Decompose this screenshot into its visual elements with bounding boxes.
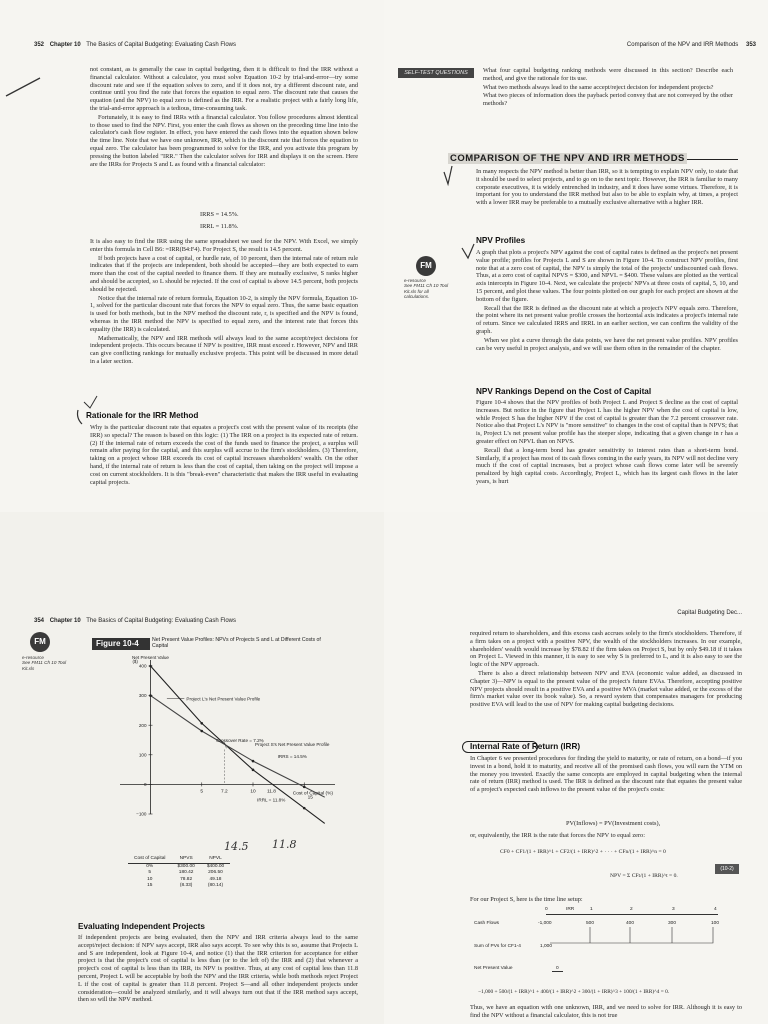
row-label: Cash Flows [474, 921, 500, 926]
table-cell: (8.33) [179, 883, 193, 889]
chapter-title: The Basics of Capital Budgeting: Evaluating Cash Flows [86, 618, 237, 624]
project-s-point [200, 730, 203, 733]
fm-logo-icon: FM [416, 256, 436, 276]
annotation: IRRL = 11.8% [257, 797, 286, 803]
column-header: NPVS [171, 856, 200, 863]
annotation: Crossover Rate = 7.2% [216, 738, 264, 743]
paragraph: A graph that plots a project's NPV against the cost of capital rates is defined as the project's net present value profile; profiles for Projects L and S are shown in Figure 10-4. To construct NPV profiles, first note that at a zero cost of capital, the NPV is simply the total of the projects' undiscounted cash flows. Thus, at a zero cost of capital NPVS = $300, and NPVL = $400. These values are plotted as the vertical axis intercepts in Figure 10-4. Next, we calculate the projects' NPVs at three costs of capital, 5, 10, and 15 percent, and plot these values. The four points plotted on our graph for each project are shown at the bottom of the figure. [476, 249, 738, 303]
project-s-point [149, 694, 152, 697]
column-header: Cost of Capital [128, 856, 171, 863]
y-tick-label: 400 [138, 663, 147, 669]
paragraph: Why is the particular discount rate that equates a project's cost with the present value of its receipts (the IRR) so special? The reason is based on this logic: (1) The IRR on a project is its expected rate of return. (2) If the internal rate of return exceeds the cost of the funds used to finance the project, a surplus will remain after paying for the capital, and this surplus will accrue to the firm's stockholders. (3) Therefore, taking on a project whose IRR exceeds its cost of capital increases shareholders' wealth. On the other hand, if the internal rate of return is less than the cost of capital, then taking on the project will impose a cost on current stockholders. It is this "break-even" characteristic that makes the IRR useful in evaluating capital projects. [90, 424, 358, 486]
page-number: 353 [745, 42, 756, 48]
section-heading: Evaluating Independent Projects [78, 922, 205, 931]
x-mark-label: 11.8 [266, 789, 276, 795]
table-cell: $400.00 [206, 863, 225, 869]
x-tick-label: 15 [307, 795, 313, 801]
paragraph: not constant, as is generally the case in capital budgeting, then it is difficult to find the IRR without a financial calculator. Without a calculator, you must solve Equation 10-2 by trial-and-error—try some discount rate and see if the equation solves to zero, and if it does not, try a different discount rate, and continue until you find the rate that forces the equation to equal zero. The discount rate that causes the equation (and the NPV) to equal zero is defined as the IRR. For a realistic project with a fairly long life, the trial-and-error approach is a tedious, time-consuming task. [90, 66, 358, 112]
e-resource-label: e-resource [404, 278, 426, 283]
table-cell: 206.50 [208, 870, 223, 876]
npv-profile-chart [90, 654, 350, 830]
cash-flow: 400 [626, 921, 635, 926]
table-cell: 49.18 [209, 876, 222, 882]
x-mark-label: 7.2 [220, 789, 228, 795]
paragraph: There is also a direct relationship between NPV and EVA (economic value added, as discussed in Chapter 3)—NPV is equal to the present value of the project's future EVAs. Therefore, accepting positive NPV projects should result in a positive EVA and a positive MVA (market value added, or the excess of the firm's market value over its book value). So, a reward system that compensates managers for producing positive EVA will lead to the use of NPV for making capital budgeting decisions. [470, 669, 742, 709]
chapter-title: The Basics of Capital Budgeting: Evaluating Cash Flows [86, 42, 237, 48]
fm-logo-icon: FM [30, 632, 50, 652]
paragraph: Notice that the internal rate of return formula, Equation 10-2, is simply the NPV formula, Equation 10-1, solved for the particular discount rate that forces the NPV to equal zero. Thus, the same basic equation is used for both methods, but in the NPV method the discount rate, r, is specified and the NPV is found, whereas in the IRR method the NPV is specified to equal zero, and the interest rate that forces this equality (the IRR) is calculated. [90, 294, 358, 333]
chapter-label: Chapter 10 [49, 618, 81, 624]
section-title: Comparison of the NPV and IRR Methods [626, 42, 739, 48]
x-axis-label: Cost of Capital (%) [292, 791, 333, 797]
paragraph: If both projects have a cost of capital, or hurdle rate, of 10 percent, then the internal rate of return rule indicates that if the projects are independent, both should be accepted—they are both expected to earn more than the cost of the capital needed to finance them. If they are mutually exclusive, S ranks higher and should be accepted, so L should be rejected. If the cost of capital is above 14.5 percent, both projects should be rejected. [90, 254, 358, 293]
row-label: Sum of PVs for CF1-4 [474, 944, 521, 949]
x-tick-label: 10 [250, 789, 256, 795]
paragraph: Fortunately, it is easy to find IRRs with a financial calculator. You follow procedures almost identical to those used to find the NPV. First, you enter the cash flows as shown on the preceding time line into the calculator's cash flow register. In effect, you have entered the cash flows into the equation shown below the time line. Note that we have one unknown, IRR, which is the discount rate that forces the equation to equal zero. The calculator has been programmed to solve for the IRR, and you activate this program by pressing the button labeled "IRR." Then the calculator solves for IRR and displays it on the screen. Here are the IRRs for Projects S and L as found with a financial calculator: [90, 113, 358, 168]
y-tick-label: 100 [138, 752, 147, 758]
table-cell: 0% [146, 863, 154, 869]
cash-flow: 100 [711, 921, 720, 926]
running-header [34, 618, 236, 624]
e-resource-note [22, 655, 68, 671]
y-tick-label: 300 [138, 693, 147, 699]
pen-marks [384, 0, 768, 512]
pen-stroke [6, 78, 40, 96]
project-l-point [149, 665, 152, 668]
handwritten-note: 11.8 [272, 838, 297, 851]
page-number: 352 [34, 42, 45, 48]
column-header: NPVL [201, 856, 230, 863]
project-l-point [252, 769, 255, 772]
table-cell: 15 [147, 883, 153, 889]
table-cell: (80.14) [207, 883, 224, 889]
paragraph: or, equivalently, the IRR is the rate that forces the NPV to equal zero: [470, 832, 645, 839]
table-row [128, 870, 230, 877]
discount-arrows [540, 925, 720, 949]
paragraph: Recall that the IRR is defined as the discount rate at which a project's NPV equals zero. Therefore, the point where its net present value profile crosses the horizontal axis indicates a project's internal rate of return. Since we calculated IRRS and IRRL in an earlier section, we can confirm the validity of the graph. [476, 304, 738, 335]
cash-flow: -1,000 [538, 921, 552, 926]
paragraph: In many respects the NPV method is better than IRR, so it is tempting to explain NPV only, to state that it should be used to select projects, and to go on to the next topic. However, the IRR is familiar to many corporate executives, it is widely entrenched in industry, and it does have some virtues. Therefore, it is important for you to understand the IRR method but also to be able to explain why, at times, a project with a lower IRR may be preferable to a mutually exclusive alternative with a higher IRR. [476, 168, 738, 207]
table-cell: 78.82 [180, 876, 193, 882]
npv-value: 0 [552, 966, 563, 972]
project-l-point [303, 807, 306, 810]
table-header-row [128, 856, 230, 863]
page-number: 354 [34, 618, 45, 624]
section-heading: NPV Profiles [476, 236, 526, 245]
paragraph: Thus, we have an equation with one unknown, IRR, and we need to solve for IRR. Although it is easy to find the NPV without a financial calculator, this is not true [470, 1004, 742, 1019]
body-text [78, 934, 358, 1024]
pen-check-mark [444, 166, 452, 184]
table-cell: 180.42 [178, 870, 194, 876]
banner-title: COMPARISON OF THE NPV AND IRR METHODS [450, 153, 685, 164]
paragraph: For our Project S, here is the time line setup: [470, 896, 583, 903]
page-352 [0, 0, 384, 512]
irr-l-result: IRRL = 11.8%. [200, 223, 239, 230]
question: What four capital budgeting ranking methods were discussed in this section? Describe each method, and give the rationale for its use. [483, 67, 733, 82]
irr-s-result: IRRS = 14.5%. [200, 211, 239, 218]
period-label: 1 [590, 907, 593, 912]
row-label: Net Present Value [474, 966, 513, 971]
pen-check-mark [84, 396, 97, 408]
equation-number: (10-2) [715, 864, 739, 874]
y-axis-label: Net Present Value [132, 655, 169, 660]
section-heading: Internal Rate of Return (IRR) [470, 742, 581, 751]
paragraph: It is also easy to find the IRR using the same spreadsheet we used for the NPV. With Excel, we simply enter this formula in Cell B6: =IRR(B4:F4). For Project S, the result is 14.5 percent. [90, 238, 358, 253]
paragraph: When we plot a curve through the data points, we have the net present value profiles. NPV profiles can be very useful in project analysis, and we will use them often in the remainder of the chapter. [476, 336, 738, 352]
equation: NPV = Σ CFt/(1 + IRR)^t = 0. [610, 873, 678, 879]
period-label: 2 [630, 907, 633, 912]
running-header: Capital Budgeting Dec... [677, 610, 742, 616]
time-line-axis [546, 914, 718, 915]
irr-label: IRR [566, 907, 575, 912]
pen-marks [0, 0, 384, 512]
project-l-point [200, 722, 203, 725]
section-heading: NPV Rankings Depend on the Cost of Capital [476, 387, 652, 396]
y-unit-label: ($) [132, 659, 138, 664]
table-cell: 10 [147, 876, 153, 882]
section-heading: Rationale for the IRR Method [86, 411, 199, 420]
body-text [470, 630, 742, 710]
equation: CF0 + CF1/(1 + IRR)^1 + CF2/(1 + IRR)^2 + · · · + CFn/(1 + IRR)^n = 0 [500, 849, 666, 855]
period-label: 3 [672, 907, 675, 912]
paragraph: If independent projects are being evaluated, then the NPV and IRR criteria always lead to the same accept/reject decision: if NPV says accept, IRR also says accept. To see why this is so, assume that Projects L and S are independent, look at Figure 10-4, and notice (1) that the IRR criterion for acceptance for either project is that the project's cost of capital is less than (or to the left of) the IRR and (2) that whenever a project's cost of capital is less than its IRR, its NPV is positive. Thus, at any cost of capital less than 11.8 percent, Project L will be acceptable by both the NPV and the IRR criteria, while both methods reject Project L if the cost of capital is greater than 11.8 percent. Project S—and all other independent projects under consideration—could be analyzed similarly, and it will always turn out that if the IRR method says accept, then so will the NPV method. [78, 934, 358, 1004]
pen-check-mark [462, 244, 474, 258]
question: What two methods always lead to the same accept/reject decision for independent projects? [483, 83, 714, 91]
equation: PV(Inflows) = PV(Investment costs), [566, 820, 661, 827]
table-row [128, 883, 230, 890]
npv-table [128, 856, 230, 890]
pen-bracket [78, 410, 83, 424]
chart-axes [120, 655, 335, 817]
paragraph: In Chapter 6 we presented procedures for finding the yield to maturity, or rate of return, on a bond—if you invest in a bond, hold it to maturity, and receive all of the promised cash flows, you will earn the YTM on the money you invested. Exactly the same concepts are employed in capital budgeting when the internal rate of return (IRR) method is used. The IRR is defined as the discount rate that equates the present value of a project's expected cash inflows to the present value of the project's costs: [470, 755, 742, 794]
paragraph: required return to shareholders, and this excess cash accrues solely to the firm's stockholders. Therefore, if a firm takes on a project with a positive NPV, the wealth of the stockholders increases. In our example, shareholders' wealth would increase by $78.82 if the firm takes on Project S, but by only $49.18 if it takes on Project L. Viewed in this manner, it is easy to see why S is preferred to L, and it is also easy to see the logic of the NPV approach. [470, 630, 742, 669]
paragraph: Figure 10-4 shows that the NPV profiles of both Project L and Project S decline as the cost of capital increases. But notice in the figure that Project L has the higher NPV when the cost of capital is low, while Project S has the higher NPV if the cost of capital is greater than the 7.2 percent crossover rate. Notice also that Project L's NPV is "more sensitive" to changes in the cost of capital than is NPVS; that is, Project L's net present value profile has the steeper slope, indicating that a given change in r has a greater effect on NPVL than on NPVS. [476, 399, 738, 445]
sum-value: 1,000 [540, 944, 553, 949]
y-tick-label: −100 [136, 811, 147, 817]
equation: −1,000 + 500/(1 + IRR)^1 + 400/(1 + IRR)^2 + 300/(1 + IRR)^3 + 100/(1 + IRR)^4 = 0. [478, 989, 670, 995]
cash-flow: 500 [586, 921, 595, 926]
series-label: Project S's Net Present Value Profile [255, 741, 330, 747]
paragraph: Recall that a long-term bond has greater sensitivity to interest rates than a short-term bond. Similarly, if a project has most of its cash flows coming in the early years, its NPV will not decline very much if the cost of capital increases, but a project whose cash flows come later will be severely penalized by high capital costs. Accordingly, Project L, which has its largest cash flows in the later years, is hurt [476, 446, 738, 485]
annotation: IRRS = 14.5% [277, 753, 307, 759]
e-resource-label: e-resource [22, 655, 44, 660]
paragraph: Mathematically, the NPV and IRR methods will always lead to the same accept/reject decisions for independent projects. This occurs because if NPV is positive, IRR must exceed r. However, NPV and IRR can give conflicting rankings for mutually exclusive projects. This point will be discussed in more detail in a later section. [90, 334, 358, 365]
chart-marks [149, 665, 330, 824]
y-tick-label: 200 [138, 722, 147, 728]
table-cell: 5 [148, 870, 152, 876]
project-s-point [252, 760, 255, 763]
period-label: 0 [545, 907, 548, 912]
period-label: 4 [714, 907, 717, 912]
project-s-point [303, 786, 306, 789]
series-label: Project L's Net Present Value Profile [186, 696, 261, 702]
figure-title: Net Present Value Profiles: NPVs of Projects S and L at Different Costs of Capital [152, 637, 321, 649]
y-tick-label: 0 [143, 782, 147, 787]
self-test-tag: SELF-TEST QUESTIONS [398, 68, 474, 78]
discount-arrow [550, 927, 713, 943]
figure-label: Figure 10-4 [92, 638, 150, 650]
table-cell: $300.00 [177, 863, 195, 869]
body-text [470, 755, 742, 795]
cash-flow: 300 [668, 921, 677, 926]
chapter-label: Chapter 10 [49, 42, 81, 48]
e-resource-ref: See FM11 Ch 10 Tool Kit.xls for all calculations. [404, 283, 449, 300]
x-tick-label: 5 [200, 789, 204, 795]
question: What two pieces of information does the payback period convey that are not conveyed by the other methods? [483, 92, 733, 108]
handwritten-note: 14.5 [224, 840, 249, 853]
e-resource-ref: See FM11 Ch 10 Tool Kit.xls [22, 660, 67, 671]
